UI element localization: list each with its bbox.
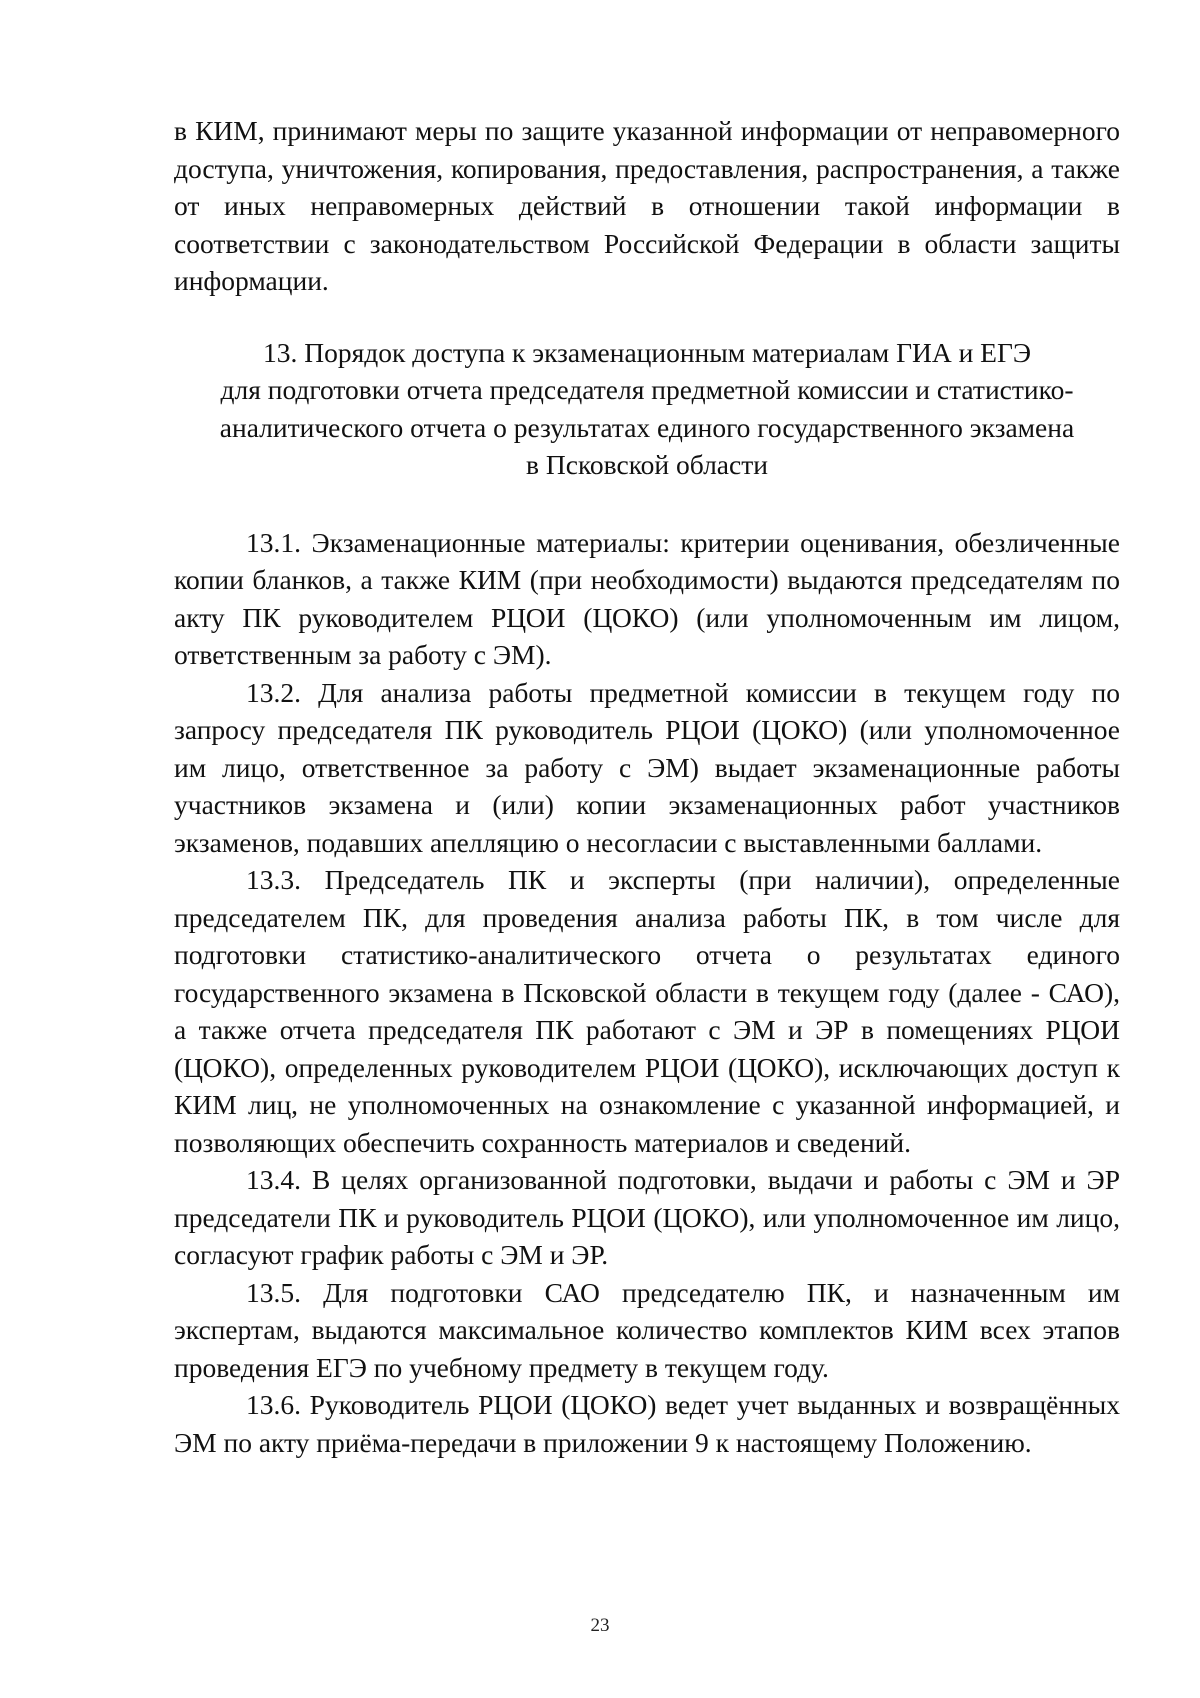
section-heading-line-4: в Псковской области — [526, 449, 768, 480]
continuation-paragraph: в КИМ, принимают меры по защите указанной информации от неправомерного доступа, уничтожения, копирования, предоставления, распространения, а также от иных неправомерных действий в отношении такой информации в соответствии с законодательством Российской Федерации в области защиты информации. — [174, 115, 1120, 296]
paragraph-13-1: 13.1. Экзаменационные материалы: критерии оценивания, обезличенные копии бланков, а также КИМ (при необходимости) выдаются председателям по акту ПК руководителем РЦОИ (ЦОКО) (или уполномоченным им лицом, ответственным за работу с ЭМ). — [174, 526, 1120, 670]
section-heading-line-2: для подготовки отчета председателя предметной комиссии и статистико- — [220, 374, 1074, 405]
paragraph-13-6: 13.6. Руководитель РЦОИ (ЦОКО) ведет учет выданных и возвращённых ЭМ по акту приёма-передачи в приложении 9 к настоящему Положению. — [174, 1389, 1120, 1458]
paragraph-13-3: 13.3. Председатель ПК и эксперты (при наличии), определенные председателем ПК, для проведения анализа работы ПК, в том числе для подготовки статистико-аналитического отчета о результатах единого государственного экзамена в Псковской области в текущем году (далее - САО), а также отчета председателя ПК работают с ЭМ и ЭР в помещениях РЦОИ (ЦОКО), определенных руководителем РЦОИ (ЦОКО), исключающих доступ к КИМ лиц, не уполномоченных на ознакомление с указанной информацией, и позволяющих обеспечить сохранность материалов и сведений. — [174, 864, 1120, 1158]
paragraph-13-4: 13.4. В целях организованной подготовки, выдачи и работы с ЭМ и ЭР председатели ПК и руководитель РЦОИ (ЦОКО), или уполномоченное им лицо, согласуют график работы с ЭМ и ЭР. — [174, 1164, 1120, 1270]
section-heading-line-1: 13. Порядок доступа к экзаменационным материалам ГИА и ЕГЭ — [262, 336, 1032, 368]
section-heading-line-3: аналитического отчета о результатах единого государственного экзамена — [219, 411, 1075, 443]
page-number: 23 — [590, 1615, 610, 1636]
section-heading — [174, 334, 1120, 484]
paragraph-13-5: 13.5. Для подготовки САО председателю ПК, и назначенным им экспертам, выдаются максимальное количество комплектов КИМ всех этапов проведения ЕГЭ по учебному предмету в текущем году. — [174, 1276, 1120, 1383]
document-page — [174, 112, 1120, 1461]
paragraph-13-2: 13.2. Для анализа работы предметной комиссии в текущем году по запросу председателя ПК руководитель РЦОИ (ЦОКО) (или уполномоченное им лицо, ответственное за работу с ЭМ) выдает экзаменационные работы участников экзамена и (или) копии экзаменационных работ участников экзаменов, подавших апелляцию о несогласии с выставленными баллами. — [174, 676, 1120, 858]
